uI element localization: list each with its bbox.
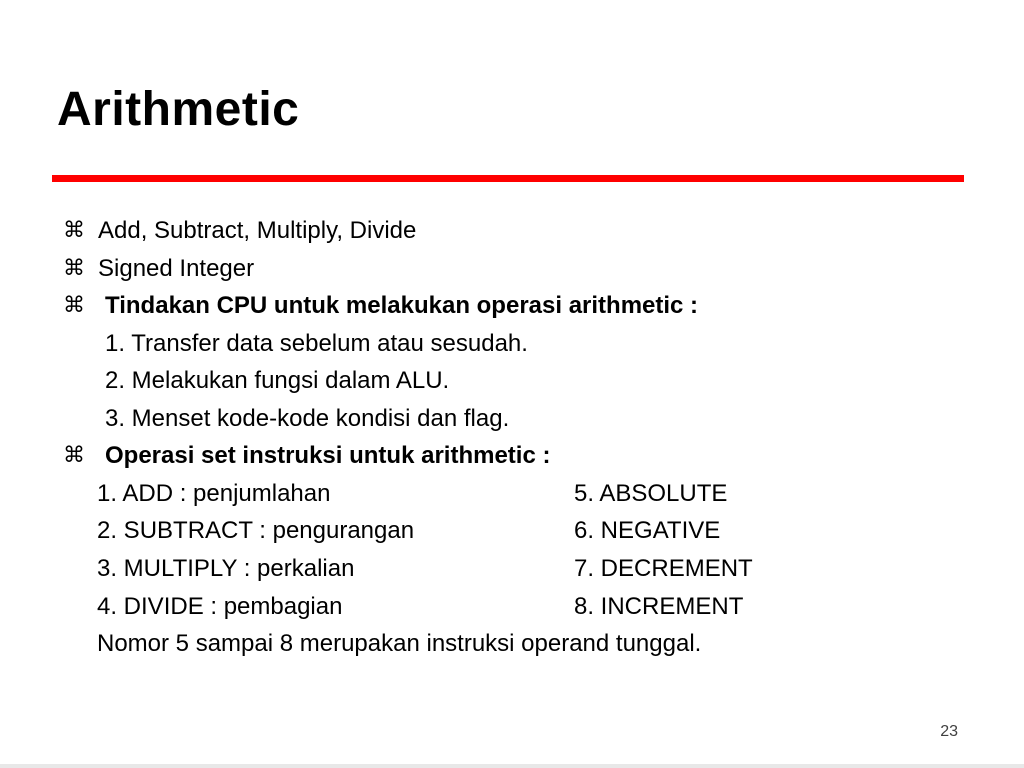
instruction-item: 7. DECREMENT: [574, 555, 753, 582]
instruction-item: 5. ABSOLUTE: [574, 480, 728, 507]
bullet-text: Operasi set instruksi untuk arithmetic :: [105, 442, 551, 469]
bottom-divider: [0, 764, 1024, 768]
bullet-text: Add, Subtract, Multiply, Divide: [98, 217, 417, 244]
bullet-text: Signed Integer: [98, 255, 255, 282]
bullet-text: Tindakan CPU untuk melakukan operasi arithmetic :: [105, 292, 699, 319]
bullet-icon: ⌘: [63, 293, 85, 318]
cpu-step: 3. Menset kode-kode kondisi dan flag.: [105, 405, 510, 432]
instruction-item: 1. ADD : penjumlahan: [97, 480, 331, 507]
note-text: Nomor 5 sampai 8 merupakan instruksi operand tunggal.: [97, 630, 702, 657]
instruction-item: 2. SUBTRACT : pengurangan: [97, 517, 415, 544]
cpu-step: 1. Transfer data sebelum atau sesudah.: [105, 330, 528, 357]
bullet-icon: ⌘: [63, 443, 85, 468]
instruction-item: 3. MULTIPLY : perkalian: [97, 555, 355, 582]
bullet-icon: ⌘: [63, 256, 85, 281]
page-number: 23: [940, 723, 958, 740]
instruction-item: 8. INCREMENT: [574, 593, 744, 620]
title-underline: [52, 175, 964, 182]
instruction-item: 6. NEGATIVE: [574, 517, 721, 544]
cpu-step: 2. Melakukan fungsi dalam ALU.: [105, 367, 450, 394]
instruction-item: 4. DIVIDE : pembagian: [97, 593, 343, 620]
slide-title: Arithmetic: [57, 83, 300, 136]
bullet-icon: ⌘: [63, 218, 85, 243]
